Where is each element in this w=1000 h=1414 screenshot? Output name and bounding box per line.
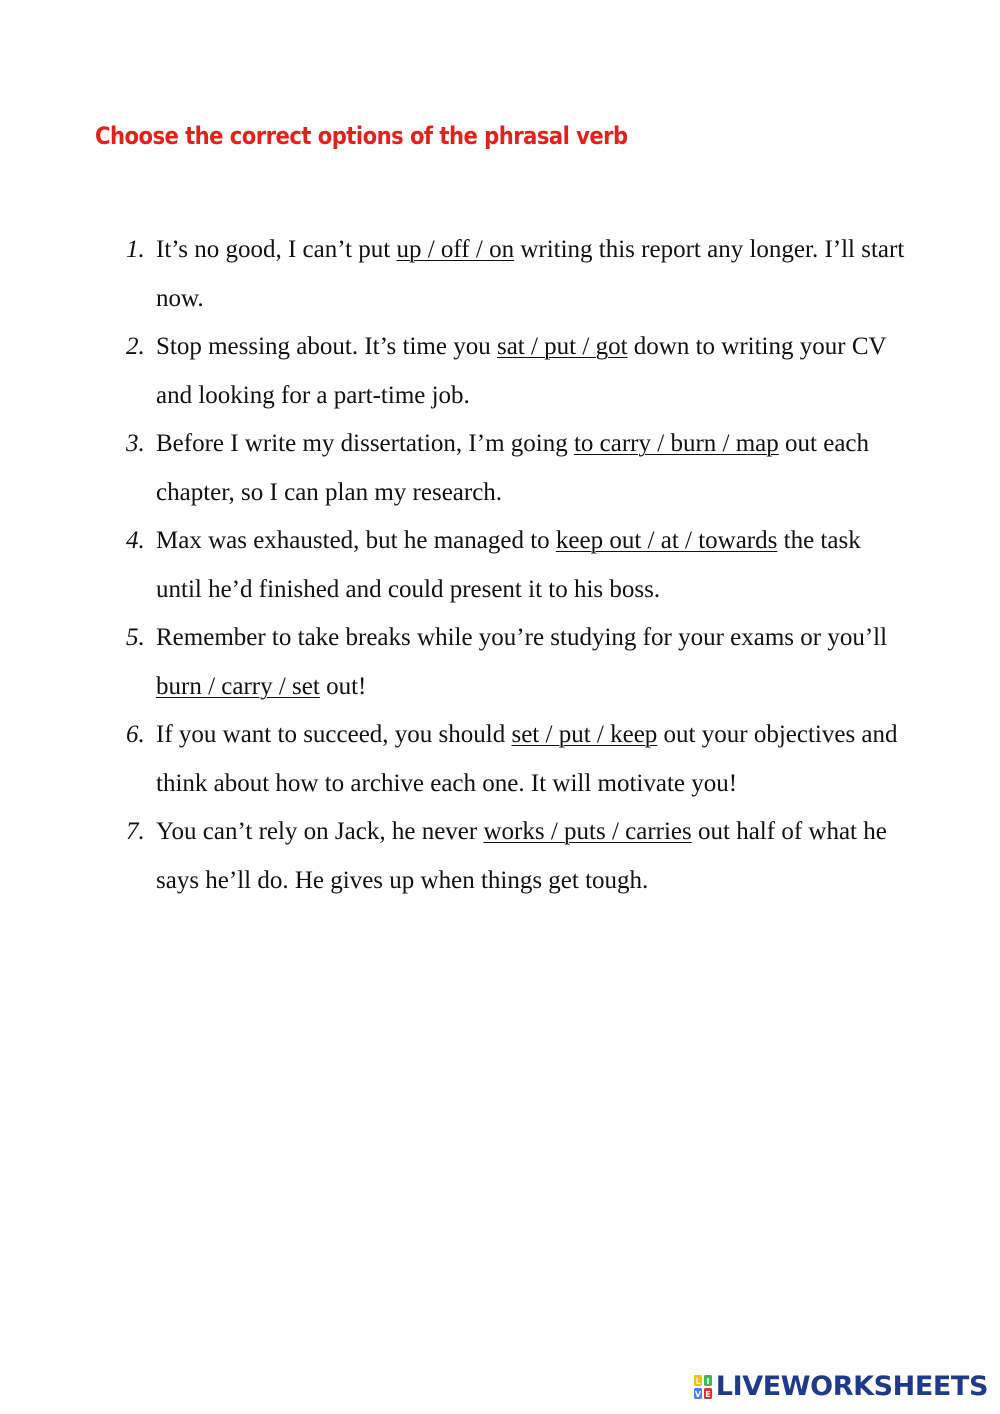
phrasal-verb-options[interactable]: to carry / burn / map (573, 430, 779, 457)
sentence-end: out your objectives and think about how to archive each one. It will motivate you! (156, 721, 898, 797)
exercise-number: 3. (126, 430, 145, 457)
exercise-item-3 (122, 420, 912, 517)
exercise-number: 4. (126, 527, 145, 554)
exercise-item-1 (122, 226, 912, 323)
sentence-start: You can’t rely on Jack, he never (156, 818, 484, 845)
exercise-item-2 (122, 323, 912, 420)
exercise-item-5 (122, 614, 912, 711)
exercise-number: 7. (126, 818, 145, 845)
liveworksheets-wordmark: LIVEWORKSHEETS (715, 1371, 988, 1402)
sentence-start: Stop messing about. It’s time you (156, 333, 497, 360)
sentence-end: out half of what he says he’ll do. He gives up when things get tough. (156, 818, 887, 894)
phrasal-verb-options[interactable]: burn / carry / set (156, 672, 320, 700)
sentence-start: Before I write my dissertation, I’m going (156, 430, 574, 457)
sentence-start: Max was exhausted, but he managed to (156, 527, 556, 554)
exercise-number: 5. (126, 624, 145, 651)
sentence-end: out each chapter, so I can plan my research. (156, 430, 870, 506)
phrasal-verb-options[interactable]: set / put / keep (511, 721, 658, 748)
sentence-end: the task until he’d finished and could present it to his boss. (156, 527, 861, 603)
exercise-list (122, 226, 912, 905)
sentence-start: Remember to take breaks while you’re studying for your exams or you’ll (156, 624, 888, 651)
exercise-item-4 (122, 517, 912, 614)
svg-text:E: E (705, 1389, 711, 1399)
sentence-end: down to writing your CV and looking for a part-time job. (156, 333, 887, 409)
exercise-number: 2. (126, 333, 145, 360)
sentence-start: If you want to succeed, you should (156, 721, 512, 748)
phrasal-verb-options[interactable]: works / puts / carries (483, 818, 692, 845)
liveworksheets-logo-icon (693, 1374, 713, 1400)
exercise-number: 6. (126, 721, 145, 748)
sentence-end: writing this report any longer. I’ll start now. (156, 236, 905, 312)
liveworksheets-branding (693, 1371, 988, 1402)
svg-text:I: I (706, 1376, 710, 1386)
exercise-item-6 (122, 711, 912, 808)
sentence-end: out! (319, 672, 367, 700)
svg-text:V: V (694, 1389, 701, 1399)
phrasal-verb-options[interactable]: up / off / on (396, 236, 515, 263)
phrasal-verb-options[interactable]: sat / put / got (496, 333, 628, 360)
sentence-start: It’s no good, I can’t put (156, 236, 397, 263)
worksheet-title: Choose the correct options of the phrasal verb (95, 122, 628, 150)
svg-text:L: L (695, 1376, 701, 1386)
exercise-number: 1. (126, 236, 145, 263)
exercise-item-7 (122, 808, 912, 905)
phrasal-verb-options[interactable]: keep out / at / towards (555, 527, 778, 554)
